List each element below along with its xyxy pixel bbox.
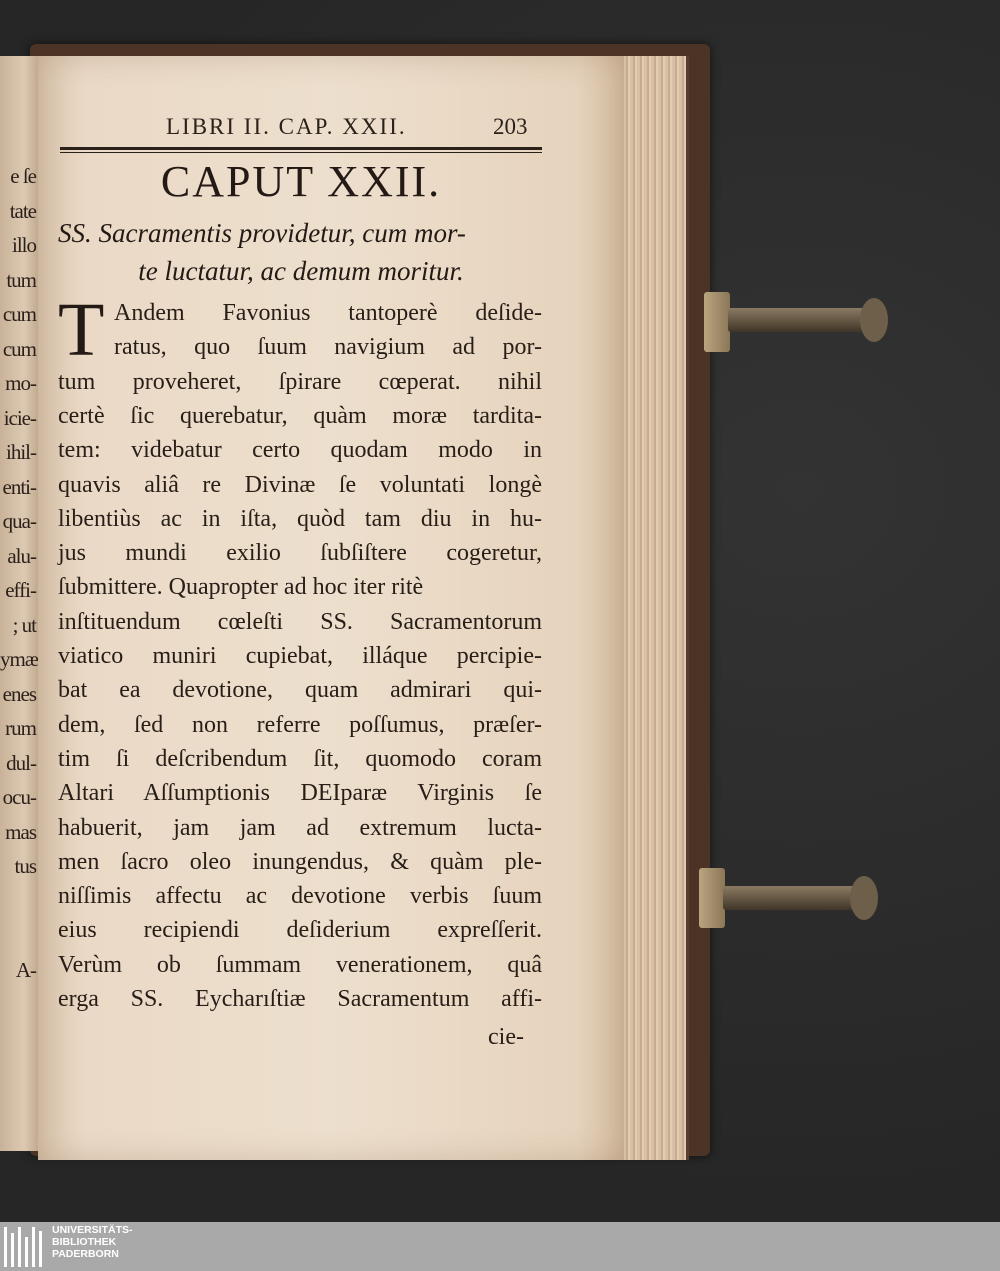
chapter-title: CAPUT XXII. bbox=[160, 157, 442, 206]
previous-page-fragment: dul- bbox=[6, 750, 36, 775]
upper-clasp bbox=[700, 290, 895, 360]
text-line: viatico muniri cupiebat, illáque percipie- bbox=[58, 643, 542, 669]
institution-name bbox=[52, 1224, 133, 1260]
book-page bbox=[38, 56, 624, 1160]
previous-page-fragment: alu- bbox=[7, 543, 36, 568]
header-rule-thin bbox=[60, 152, 542, 153]
text-line: erga SS. Eycharıſtiæ Sacramentum affi- bbox=[58, 986, 542, 1012]
text-line: Andem Favonius tantoperè deſide- bbox=[114, 300, 542, 326]
previous-page-fragment: e ſe bbox=[10, 164, 36, 188]
previous-page-fragment: cum bbox=[2, 336, 36, 361]
text-line: quavis aliâ re Divinæ ſe voluntati longè bbox=[58, 471, 542, 498]
previous-page-fragment: effi- bbox=[5, 578, 36, 602]
previous-page-fragment: rum bbox=[5, 716, 36, 740]
drop-cap: T bbox=[58, 288, 105, 372]
header-rule bbox=[60, 147, 542, 150]
text-line: tim ſi deſcribendum ſit, quomodo coram bbox=[58, 745, 542, 772]
text-line: dem, ſed non referre poſſumus, præſer- bbox=[58, 711, 542, 738]
text-line: niſſimis affectu ac devotione verbis ſuum bbox=[58, 883, 542, 910]
text-line: jus mundi exilio ſubſiſtere cogeretur, bbox=[58, 540, 542, 567]
institution-name-line: UNIVERSITÄTS- bbox=[52, 1224, 133, 1236]
previous-page-fragment: mo- bbox=[5, 371, 36, 395]
previous-page-fragment: mas bbox=[5, 819, 36, 844]
text-line: tum proveheret, ſpirare cœperat. nihil bbox=[58, 368, 542, 395]
previous-page-fragment: tum bbox=[6, 267, 36, 292]
text-line: libentiùs ac in iſta, quòd tam diu in hu- bbox=[58, 505, 542, 532]
previous-page-fragment: ihil- bbox=[6, 440, 36, 464]
previous-page-fragment: tate bbox=[9, 198, 36, 223]
page-block-edges bbox=[616, 56, 689, 1160]
previous-page-fragment: enti- bbox=[2, 474, 36, 499]
previous-page-fragment: enes bbox=[2, 681, 36, 706]
institution-name-line: PADERBORN bbox=[52, 1248, 119, 1260]
text-line: tem: videbatur certo quodam modo in bbox=[58, 437, 542, 464]
previous-page-fragment: illo bbox=[11, 233, 36, 257]
text-line: eius recipiendi deſiderium expreſſerit. bbox=[58, 917, 542, 944]
previous-page-edge bbox=[0, 56, 42, 1151]
previous-page-fragment: cum bbox=[2, 302, 36, 326]
text-line: Altari Aſſumptionis DEIparæ Virginis ſe bbox=[58, 780, 542, 807]
text-line: ratus, quo ſuum navigium ad por- bbox=[114, 334, 542, 361]
text-line: bat ea devotione, quam admirari qui- bbox=[58, 677, 542, 704]
previous-page-fragment: ; ut bbox=[12, 612, 36, 637]
text-line: inſtituendum cœleſti SS. Sacramentorum bbox=[58, 608, 542, 635]
previous-page-fragment: qua- bbox=[2, 509, 36, 533]
catchword: cie- bbox=[488, 1024, 524, 1050]
footer-bar bbox=[0, 1222, 1000, 1271]
previous-page-fragment: ocu- bbox=[2, 785, 36, 809]
institution-name-line: BIBLIOTHEK bbox=[52, 1236, 117, 1248]
previous-page-fragment: icie- bbox=[3, 405, 36, 430]
chapter-subtitle-line: SS. Sacramentis providetur, cum mor- bbox=[58, 218, 466, 248]
previous-page-fragment: ymæ bbox=[0, 647, 38, 671]
chapter-subtitle-line: te luctatur, ac demum moritur. bbox=[138, 256, 464, 286]
text-line: habuerit, jam jam ad extremum luctа- bbox=[58, 814, 542, 841]
text-line: men ſacro oleo inungendus, & quàm ple- bbox=[58, 848, 542, 875]
running-head: LIBRI II. CAP. XXII. bbox=[166, 114, 407, 139]
previous-page-fragment: tus bbox=[14, 854, 36, 878]
text-line: certè ſic querebatur, quàm moræ tardita- bbox=[58, 402, 542, 429]
lower-clasp bbox=[695, 866, 890, 936]
library-logo-icon bbox=[4, 1227, 46, 1267]
text-line: ſubmittere. Quapropter ad hoc iter ritè bbox=[58, 574, 424, 601]
text-line: Verùm ob ſummam venerationem, quâ bbox=[58, 951, 542, 978]
previous-page-fragment: A- bbox=[15, 957, 36, 982]
page-number: 203 bbox=[493, 114, 528, 139]
